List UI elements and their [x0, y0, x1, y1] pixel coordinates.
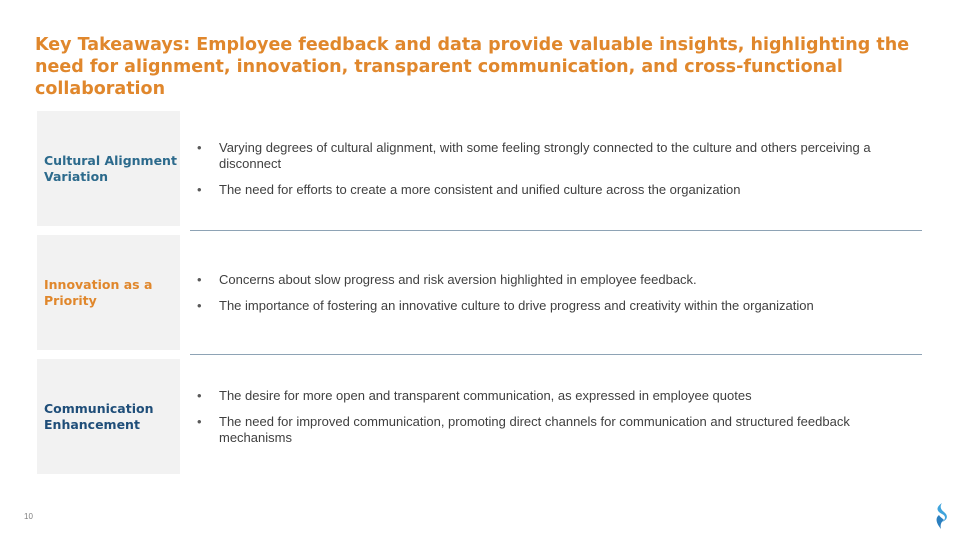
takeaway-row-cultural-alignment [37, 111, 922, 226]
bullet-text: The importance of fostering an innovative culture to drive progress and creativity within the organization [219, 297, 814, 313]
row-divider [190, 230, 922, 231]
bullet-text: The desire for more open and transparent communication, as expressed in employee quotes [219, 387, 752, 403]
bullet-glyph: • [197, 181, 202, 197]
bullet-glyph: • [197, 139, 202, 155]
bullet-item [197, 298, 912, 314]
bullet-glyph: • [197, 271, 202, 287]
bullet-text: The need for efforts to create a more consistent and unified culture across the organization [219, 181, 741, 197]
bullet-glyph: • [197, 387, 202, 403]
bullet-item [197, 272, 912, 288]
bullet-list [197, 235, 912, 350]
row-label: Cultural Alignment Variation [44, 152, 177, 184]
bullet-text: The need for improved communication, promoting direct channels for communication and structured feedback mechanisms [219, 413, 850, 445]
row-label-box [37, 111, 180, 226]
bullet-item [197, 182, 912, 198]
row-divider [190, 354, 922, 355]
takeaway-row-innovation [37, 235, 922, 350]
takeaway-row-communication [37, 359, 922, 474]
row-label: Innovation as a Priority [44, 276, 153, 308]
bullet-item [197, 388, 912, 404]
page-number: 10 [24, 512, 33, 521]
bullet-text: Concerns about slow progress and risk aversion highlighted in employee feedback. [219, 271, 697, 287]
bullet-item [197, 414, 912, 446]
bullet-glyph: • [197, 413, 202, 429]
bullet-text: Varying degrees of cultural alignment, with some feeling strongly connected to the culture and others perceiving a disconnect [219, 139, 871, 171]
row-label: Communication Enhancement [44, 400, 154, 432]
brand-logo-icon [933, 502, 951, 530]
bullet-item [197, 140, 912, 172]
bullet-list [197, 359, 912, 474]
slide-title: Key Takeaways: Employee feedback and data provide valuable insights, highlighting the need for alignment, innovation, transparent communication, and cross-functional collaboration [35, 35, 910, 99]
bullet-list [197, 111, 912, 226]
bullet-glyph: • [197, 297, 202, 313]
row-label-box [37, 235, 180, 350]
row-label-box [37, 359, 180, 474]
